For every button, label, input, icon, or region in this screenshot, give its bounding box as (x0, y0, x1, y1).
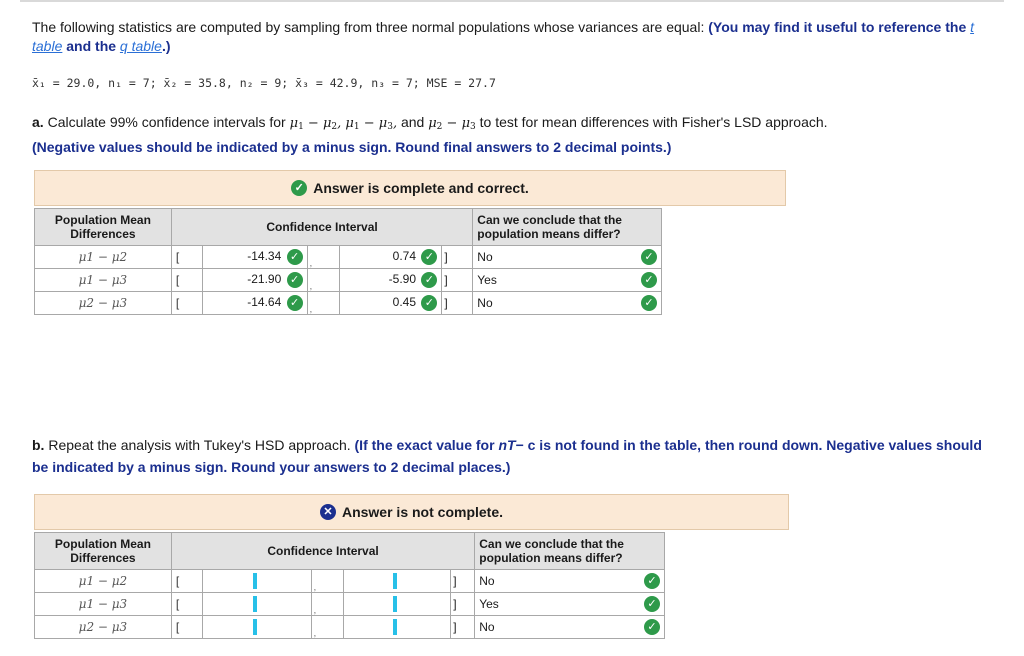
nt-symbol: nT (498, 437, 516, 453)
check-icon: ✓ (644, 573, 660, 589)
question-intro (32, 18, 992, 56)
row-label: μ1 − μ3 (35, 593, 172, 616)
open-bracket: [ (171, 616, 202, 639)
part-b-label: b. (32, 437, 45, 453)
open-bracket: [ (171, 246, 202, 269)
header-population: Population Mean Differences (35, 209, 172, 246)
check-icon: ✓ (644, 619, 660, 635)
open-bracket: [ (171, 269, 202, 292)
upper-bound-value: -5.90 (388, 272, 417, 287)
row-label: μ2 − μ3 (35, 292, 172, 315)
text-cursor (393, 596, 397, 612)
upper-bound-value: 0.74 (392, 249, 417, 264)
conclusion-select[interactable] (473, 292, 662, 315)
check-icon: ✓ (287, 295, 303, 311)
lower-bound-input[interactable] (202, 570, 311, 593)
row-label: μ2 − μ3 (35, 616, 172, 639)
upper-bound-input[interactable] (343, 616, 451, 639)
close-bracket: ] (442, 246, 473, 269)
close-bracket: ] (442, 269, 473, 292)
lower-bound-value: -14.34 (247, 249, 282, 264)
upper-bound-value: 0.45 (392, 295, 417, 310)
t-table-link[interactable]: t table (32, 19, 975, 54)
lower-bound-input[interactable] (202, 616, 311, 639)
row-label: μ1 − μ2 (35, 246, 172, 269)
header-confidence: Confidence Interval (171, 533, 474, 570)
upper-bound-field[interactable] (339, 269, 442, 292)
lower-bound-field[interactable] (202, 269, 307, 292)
conclusion-value: No (477, 250, 493, 264)
check-icon: ✓ (421, 272, 437, 288)
header-conclusion: Can we conclude that the population means differ? (475, 533, 665, 570)
comma: , (311, 570, 343, 593)
part-a-and: and (400, 114, 425, 130)
table-header-row (35, 209, 662, 246)
table-row (35, 246, 662, 269)
conclusion-value: No (477, 296, 493, 310)
comma: , (311, 616, 343, 639)
open-bracket: [ (171, 570, 202, 593)
row-label: μ1 − μ2 (35, 570, 172, 593)
table-header-row (35, 533, 665, 570)
check-icon: ✓ (641, 249, 657, 265)
lower-bound-input[interactable] (202, 593, 311, 616)
lower-bound-field[interactable] (202, 292, 307, 315)
part-a-label: a. (32, 114, 44, 130)
part-b-instruction-end: − c is not found in the table, then round down. Negative values should be indicated by a minus sign. Round your answers to 2 decimal places.) (32, 437, 982, 475)
close-bracket: ] (451, 570, 475, 593)
check-icon: ✓ (641, 295, 657, 311)
close-bracket: ] (451, 593, 475, 616)
text-cursor (393, 619, 397, 635)
check-icon: ✓ (421, 249, 437, 265)
part-b-banner-text: Answer is not complete. (341, 504, 504, 520)
part-a-banner-text: Answer is complete and correct. (313, 180, 529, 196)
x-icon: ✕ (320, 504, 336, 520)
conclusion-value: No (479, 574, 495, 588)
check-icon: ✓ (287, 249, 303, 265)
mu-pair-1: $\mu_1 - \mu_2$, $\mu_1 - \mu_3$, (289, 116, 398, 132)
table-row (35, 593, 665, 616)
text-cursor (393, 573, 397, 589)
part-b-question (32, 434, 992, 478)
comma: , (307, 292, 339, 315)
part-a-table (34, 208, 662, 315)
open-bracket: [ (171, 593, 202, 616)
table-row (35, 616, 665, 639)
header-conclusion: Can we conclude that the population means differ? (473, 209, 662, 246)
upper-bound-input[interactable] (343, 570, 451, 593)
part-b-text: Repeat the analysis with Tukey's HSD approach. (48, 437, 351, 453)
comma: , (307, 269, 339, 292)
lower-bound-field[interactable] (202, 246, 307, 269)
part-b-banner (34, 494, 789, 530)
check-icon: ✓ (287, 272, 303, 288)
text-cursor (253, 619, 257, 635)
header-confidence: Confidence Interval (171, 209, 472, 246)
part-a-banner (34, 170, 786, 206)
part-a-text: Calculate 99% confidence intervals for (47, 114, 286, 130)
conclusion-select[interactable] (475, 593, 665, 616)
divider (20, 0, 1004, 2)
mu-pair-3: $\mu_2 - \mu_3$ (428, 116, 476, 132)
lower-bound-value: -21.90 (247, 272, 282, 287)
reference-text: (You may find it useful to reference the (708, 19, 967, 35)
conclusion-select[interactable] (473, 269, 662, 292)
part-a-suffix: to test for mean differences with Fisher's LSD approach. (479, 114, 828, 130)
intro-text: The following statistics are computed by sampling from three normal populations whose variances are equal: (32, 19, 705, 35)
upper-bound-field[interactable] (339, 292, 442, 315)
comma: , (307, 246, 339, 269)
open-bracket: [ (171, 292, 202, 315)
check-icon: ✓ (641, 272, 657, 288)
comma: , (311, 593, 343, 616)
table-row (35, 292, 662, 315)
sample-statistics: x̄₁ = 29.0, n₁ = 7; x̄₂ = 35.8, n₂ = 9; x̄₃ = 42.9, n₃ = 7; MSE = 27.7 (32, 76, 496, 90)
text-cursor (253, 596, 257, 612)
upper-bound-input[interactable] (343, 593, 451, 616)
close-bracket: ] (442, 292, 473, 315)
check-icon: ✓ (291, 180, 307, 196)
table-row (35, 570, 665, 593)
q-table-link[interactable]: q table (119, 38, 162, 54)
header-population: Population Mean Differences (35, 533, 172, 570)
table-row (35, 269, 662, 292)
conclusion-select[interactable] (475, 616, 665, 639)
reference-end: .) (161, 38, 171, 54)
row-label: μ1 − μ3 (35, 269, 172, 292)
conclusion-value: Yes (477, 273, 497, 287)
conclusion-value: No (479, 620, 495, 634)
check-icon: ✓ (421, 295, 437, 311)
conclusion-select[interactable] (473, 246, 662, 269)
lower-bound-value: -14.64 (247, 295, 282, 310)
part-b-table (34, 532, 665, 639)
part-a-question (32, 112, 992, 157)
upper-bound-field[interactable] (339, 246, 442, 269)
reference-and: and the (66, 38, 117, 54)
part-a-instruction: (Negative values should be indicated by a minus sign. Round final answers to 2 decimal points.) (32, 139, 672, 155)
conclusion-select[interactable] (475, 570, 665, 593)
text-cursor (253, 573, 257, 589)
conclusion-value: Yes (479, 597, 499, 611)
part-b-instruction-start: (If the exact value for (354, 437, 495, 453)
check-icon: ✓ (644, 596, 660, 612)
close-bracket: ] (451, 616, 475, 639)
